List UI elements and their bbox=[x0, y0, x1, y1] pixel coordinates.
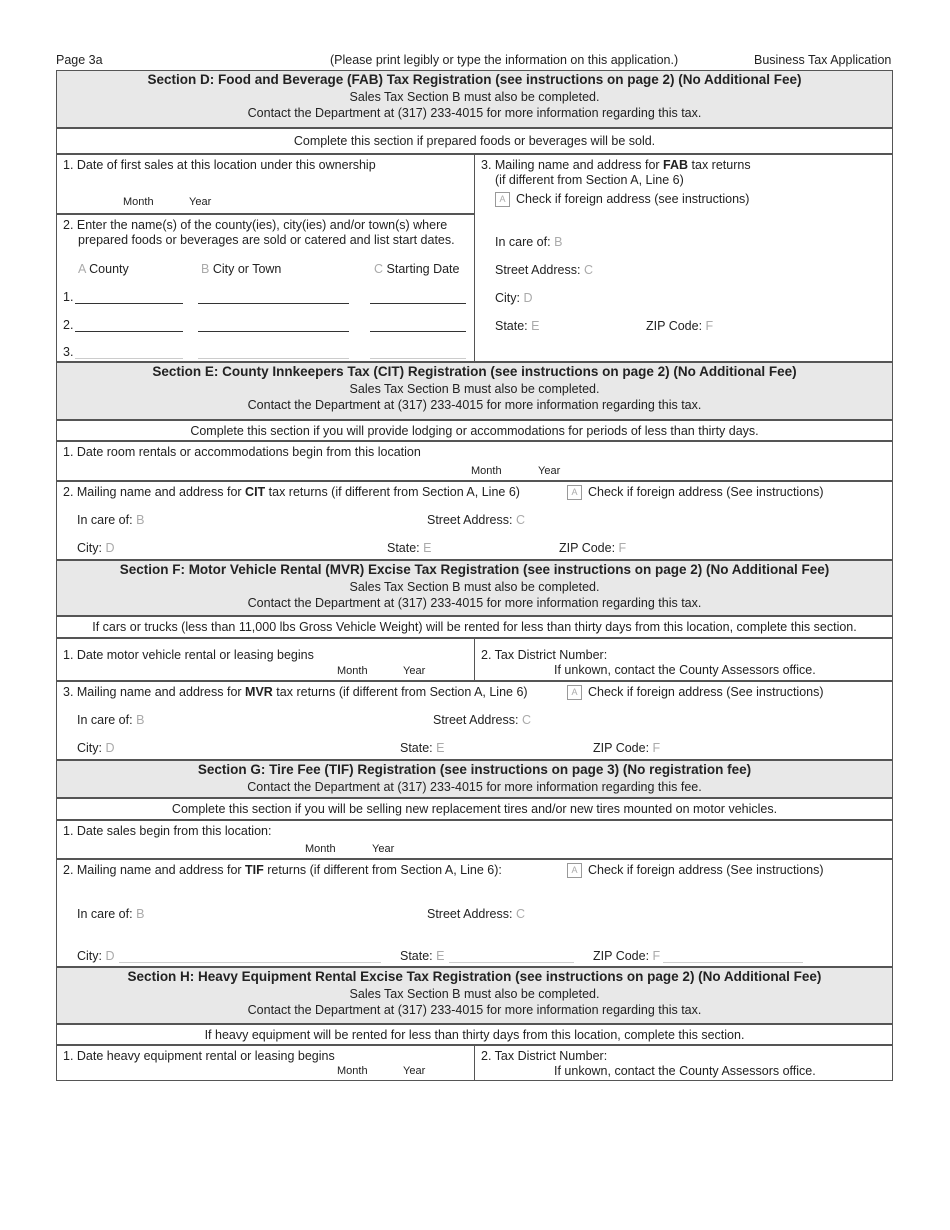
e-q1-box[interactable] bbox=[56, 441, 893, 481]
section-d-contact: Contact the Department at (317) 233-4015 for more information regarding this tax. bbox=[247, 106, 702, 120]
f-q3-label-bold: MVR bbox=[245, 685, 273, 699]
h-q1-label: 1. Date heavy equipment rental or leasing begins bbox=[63, 1049, 335, 1063]
e-q1-month: Month bbox=[471, 465, 502, 477]
d-q3-label-b: (if different from Section A, Line 6) bbox=[495, 173, 684, 187]
section-d-title: Section D: Food and Beverage (FAB) Tax Registration (see instructions on page 2) (No Additional Fee) bbox=[147, 72, 802, 87]
e-care-letter: B bbox=[136, 513, 145, 527]
d-q2-label-b: prepared foods or beverages are sold or catered and list start dates. bbox=[78, 233, 455, 247]
section-d-sales-tax-note: Sales Tax Section B must also be completed. bbox=[349, 90, 600, 104]
d-city-letter: D bbox=[523, 291, 533, 305]
d-q1-box[interactable] bbox=[56, 154, 475, 214]
f-q2-box[interactable] bbox=[474, 638, 893, 681]
e-foreign-label: Check if foreign address (See instructions) bbox=[588, 485, 824, 499]
section-g-title: Section G: Tire Fee (TIF) Registration (see instructions on page 3) (No registration fee) bbox=[197, 762, 752, 777]
g-q1-label: 1. Date sales begin from this location: bbox=[63, 824, 272, 838]
g-q1-year: Year bbox=[372, 843, 395, 855]
f-q1-year: Year bbox=[403, 665, 426, 677]
g-q2-label-bold: TIF bbox=[245, 863, 264, 877]
col-date-label: Starting Date bbox=[386, 262, 460, 276]
section-f-header bbox=[56, 560, 893, 616]
f-city-label: City: bbox=[77, 741, 102, 755]
d-row3-city-field[interactable] bbox=[198, 358, 349, 359]
h-q1-year: Year bbox=[403, 1065, 426, 1077]
col-city-label: City or Town bbox=[212, 262, 282, 276]
f-foreign-label: Check if foreign address (See instructions) bbox=[588, 685, 824, 699]
f-city-letter: D bbox=[105, 741, 115, 755]
d-street-label: Street Address: bbox=[495, 263, 581, 277]
d-q2-label-a: 2. Enter the name(s) of the county(ies), city(ies) and/or town(s) where bbox=[63, 218, 448, 232]
g-state-field[interactable] bbox=[449, 962, 574, 963]
d-q1-month: Month bbox=[123, 196, 154, 208]
h-q1-box[interactable] bbox=[56, 1045, 475, 1081]
f-foreign-checkbox-letter: A bbox=[571, 687, 578, 698]
d-row3-county-field[interactable] bbox=[75, 358, 183, 359]
f-foreign-checkbox[interactable] bbox=[567, 685, 582, 700]
print-note: (Please print legibly or type the information on this application.) bbox=[330, 53, 679, 67]
e-zip-letter: F bbox=[618, 541, 627, 555]
section-h-header bbox=[56, 967, 893, 1024]
d-zip-letter: F bbox=[705, 319, 714, 333]
f-tax-district-label: 2. Tax District Number: bbox=[481, 648, 608, 662]
d-q3-box bbox=[474, 154, 893, 362]
e-foreign-checkbox-letter: A bbox=[571, 487, 578, 498]
col-date-letter: C bbox=[374, 262, 384, 276]
section-f-contact: Contact the Department at (317) 233-4015 for more information regarding this tax. bbox=[247, 596, 702, 610]
e-state-label: State: bbox=[387, 541, 420, 555]
f-unknown-note: If unkown, contact the County Assessors office. bbox=[554, 663, 816, 677]
d-q3-label-bold: FAB bbox=[663, 158, 689, 172]
f-state-letter: E bbox=[436, 741, 445, 755]
section-f-title: Section F: Motor Vehicle Rental (MVR) Excise Tax Registration (see instructions on page 2) (No Additional Fee) bbox=[119, 562, 830, 577]
d-row3-date-field[interactable] bbox=[370, 358, 466, 359]
g-q2-label-pre: 2. Mailing name and address for bbox=[63, 863, 246, 877]
g-zip-field[interactable] bbox=[663, 962, 803, 963]
g-city-label: City: bbox=[77, 949, 102, 963]
f-zip-label: ZIP Code: bbox=[593, 741, 650, 755]
e-q2-label-bold: CIT bbox=[245, 485, 266, 499]
g-foreign-checkbox[interactable] bbox=[567, 863, 582, 878]
d-q1-label: 1. Date of first sales at this location under this ownership bbox=[63, 158, 376, 172]
h-q2-box[interactable] bbox=[474, 1045, 893, 1081]
e-q2-box bbox=[56, 481, 893, 560]
f-q3-box bbox=[56, 681, 893, 760]
col-city-letter: B bbox=[201, 262, 210, 276]
g-care-letter: B bbox=[136, 907, 145, 921]
section-h-instruction: If heavy equipment will be rented for less than thirty days from this location, complete this section. bbox=[56, 1024, 893, 1045]
g-q1-box[interactable] bbox=[56, 820, 893, 859]
d-state-letter: E bbox=[531, 319, 540, 333]
d-row3-num: 3. bbox=[63, 345, 74, 359]
col-county-letter: A bbox=[78, 262, 86, 276]
e-street-letter: C bbox=[515, 513, 525, 527]
d-foreign-checkbox-letter: A bbox=[499, 194, 506, 205]
d-row2-date-field[interactable] bbox=[370, 331, 466, 332]
d-row1-city-field[interactable] bbox=[198, 303, 349, 304]
section-e-sales-tax-note: Sales Tax Section B must also be completed. bbox=[349, 382, 600, 396]
d-row2-county-field[interactable] bbox=[75, 331, 183, 332]
d-foreign-checkbox[interactable] bbox=[495, 192, 510, 207]
g-zip-letter: F bbox=[652, 949, 661, 963]
e-q2-label-post: tax returns (if different from Section A, Line 6) bbox=[265, 485, 520, 499]
d-q3-label-post: tax returns bbox=[688, 158, 751, 172]
f-care-letter: B bbox=[136, 713, 145, 727]
f-street-letter: C bbox=[521, 713, 531, 727]
d-zip-label: ZIP Code: bbox=[646, 319, 703, 333]
f-q1-box[interactable] bbox=[56, 638, 475, 681]
f-q1-label: 1. Date motor vehicle rental or leasing begins bbox=[63, 648, 314, 662]
section-d-instruction: Complete this section if prepared foods or beverages will be sold. bbox=[56, 128, 893, 154]
section-g-instruction: Complete this section if you will be selling new replacement tires and/or new tires mounted on motor vehicles. bbox=[56, 798, 893, 820]
h-unknown-note: If unkown, contact the County Assessors office. bbox=[554, 1064, 816, 1078]
section-g-header bbox=[56, 760, 893, 798]
f-care-label: In care of: bbox=[77, 713, 133, 727]
g-zip-label: ZIP Code: bbox=[593, 949, 650, 963]
e-foreign-checkbox[interactable] bbox=[567, 485, 582, 500]
f-q1-month: Month bbox=[337, 665, 368, 677]
section-h-sales-tax-note: Sales Tax Section B must also be completed. bbox=[349, 987, 600, 1001]
section-e-title: Section E: County Innkeepers Tax (CIT) Registration (see instructions on page 2) (No Additional Fee) bbox=[152, 364, 797, 379]
d-care-letter: B bbox=[554, 235, 563, 249]
section-d-header bbox=[56, 70, 893, 128]
section-h-title: Section H: Heavy Equipment Rental Excise Tax Registration (see instructions on page 2) (No Additional Fee) bbox=[127, 969, 822, 984]
e-q1-label: 1. Date room rentals or accommodations begin from this location bbox=[63, 445, 421, 459]
g-care-label: In care of: bbox=[77, 907, 133, 921]
e-city-letter: D bbox=[105, 541, 115, 555]
g-state-letter: E bbox=[436, 949, 445, 963]
f-q3-label-pre: 3. Mailing name and address for bbox=[63, 685, 246, 699]
e-zip-label: ZIP Code: bbox=[559, 541, 616, 555]
g-street-letter: C bbox=[515, 907, 525, 921]
section-e-contact: Contact the Department at (317) 233-4015 for more information regarding this tax. bbox=[247, 398, 702, 412]
e-street-label: Street Address: bbox=[427, 513, 513, 527]
d-row2-num: 2. bbox=[63, 318, 74, 332]
d-foreign-label: Check if foreign address (see instructions) bbox=[516, 192, 750, 206]
f-state-label: State: bbox=[400, 741, 433, 755]
e-care-label: In care of: bbox=[77, 513, 133, 527]
g-q1-month: Month bbox=[305, 843, 336, 855]
e-q2-label-pre: 2. Mailing name and address for bbox=[63, 485, 246, 499]
col-county-label: County bbox=[89, 262, 129, 276]
e-state-letter: E bbox=[423, 541, 432, 555]
g-city-field[interactable] bbox=[119, 962, 381, 963]
d-city-label: City: bbox=[495, 291, 520, 305]
e-city-label: City: bbox=[77, 541, 102, 555]
d-q1-year: Year bbox=[189, 196, 212, 208]
g-foreign-checkbox-letter: A bbox=[571, 865, 578, 876]
section-g-contact: Contact the Department at (317) 233-4015 for more information regarding this fee. bbox=[247, 780, 702, 794]
d-state-label: State: bbox=[495, 319, 528, 333]
f-street-label: Street Address: bbox=[433, 713, 519, 727]
d-row1-county-field[interactable] bbox=[75, 303, 183, 304]
d-row2-city-field[interactable] bbox=[198, 331, 349, 332]
h-q1-month: Month bbox=[337, 1065, 368, 1077]
d-row1-date-field[interactable] bbox=[370, 303, 466, 304]
g-street-label: Street Address: bbox=[427, 907, 513, 921]
form-title: Business Tax Application bbox=[754, 53, 892, 67]
g-state-label: State: bbox=[400, 949, 433, 963]
g-q2-label-post: returns (if different from Section A, Line 6): bbox=[263, 863, 502, 877]
e-q1-year: Year bbox=[538, 465, 561, 477]
d-q2-box bbox=[56, 214, 475, 362]
f-zip-letter: F bbox=[652, 741, 661, 755]
g-city-letter: D bbox=[105, 949, 115, 963]
h-tax-district-label: 2. Tax District Number: bbox=[481, 1049, 608, 1063]
f-q3-label-post: tax returns (if different from Section A, Line 6) bbox=[272, 685, 528, 699]
page-number: Page 3a bbox=[56, 53, 103, 67]
section-f-instruction: If cars or trucks (less than 11,000 lbs Gross Vehicle Weight) will be rented for less than thirty days from this location, complete this section. bbox=[56, 616, 893, 638]
section-h-contact: Contact the Department at (317) 233-4015 for more information regarding this tax. bbox=[247, 1003, 702, 1017]
section-e-header bbox=[56, 362, 893, 420]
section-f-sales-tax-note: Sales Tax Section B must also be completed. bbox=[349, 580, 600, 594]
section-e-instruction: Complete this section if you will provide lodging or accommodations for periods of less than thirty days. bbox=[56, 420, 893, 441]
g-q2-box bbox=[56, 859, 893, 967]
g-foreign-label: Check if foreign address (See instructions) bbox=[588, 863, 824, 877]
d-row1-num: 1. bbox=[63, 290, 74, 304]
d-street-letter: C bbox=[583, 263, 593, 277]
d-q3-label-pre: 3. Mailing name and address for bbox=[481, 158, 664, 172]
d-care-label: In care of: bbox=[495, 235, 551, 249]
